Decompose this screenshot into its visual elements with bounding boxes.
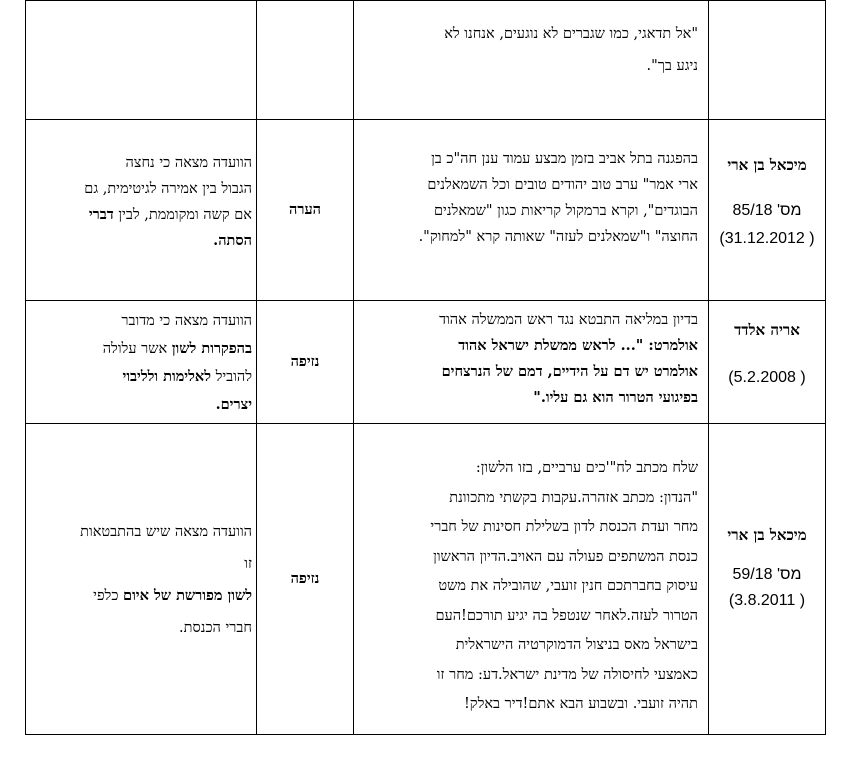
summary-line <box>32 580 252 612</box>
summary-line: הוועדה מצאה כי נחצה <box>125 155 252 171</box>
quote-line: ניגע בך". <box>646 58 698 74</box>
quote-line: כאמצעי לחיסולה של מדינת ישראל.דע: מחר זו <box>436 666 698 683</box>
summary-emphasis: בהפקרות לשון <box>171 340 252 357</box>
decision-number: מס' 85/18 <box>732 202 802 219</box>
summary-emphasis: לשון מפורשת של איום <box>123 587 252 604</box>
summary-text: כלפי <box>93 588 124 604</box>
summary-text: אשר עלולה <box>102 341 172 357</box>
summary-line <box>32 202 252 228</box>
table-row <box>26 301 826 424</box>
quote-cell <box>354 120 709 301</box>
verdict-cell <box>257 1 354 120</box>
quote-cell <box>354 301 709 424</box>
table-row <box>26 424 826 735</box>
summary-emphasis: הסתה. <box>213 232 252 249</box>
speaker-cell <box>709 301 826 424</box>
speaker-name: מיכאל בן ארי <box>727 526 807 544</box>
quote-line: תהיה זועבי. ובשבוע הבא אתם!דיר באלק! <box>463 696 698 712</box>
verdict-cell <box>257 301 354 424</box>
quote-line: בדיון במליאה התבטא נגד ראש הממשלה אהוד <box>439 312 698 328</box>
quote-cell <box>354 1 709 120</box>
summary-line: חברי הכנסת. <box>179 620 252 636</box>
speaker-cell <box>709 120 826 301</box>
quote-line: הבוגדים", וקרא ברמקול קריאות כגון "שמאלנים <box>433 203 698 219</box>
quote-line: מחר ועדת הכנסת לדון בשלילת חסינות של חברי <box>430 519 698 535</box>
decision-number: מס' 59/18 <box>732 566 802 583</box>
quote-line: בפיגועי הטרור הוא גם עליו." <box>533 389 698 406</box>
summary-text: אם קשה ומקוממת, לבין <box>113 207 252 223</box>
summary-cell <box>26 301 257 424</box>
summary-line: הגבול בין אמירה לגיטימית, גם <box>84 181 252 197</box>
quote-line: אולמרט יש דם על הידיים, דמם של הנרצחים <box>441 363 698 380</box>
summary-line <box>32 335 252 363</box>
rulings-table <box>25 0 826 735</box>
summary-cell <box>26 120 257 301</box>
summary-text: להוביל <box>210 369 252 385</box>
quote-line: אולמרט: "... לראש ממשלת ישראל אהוד <box>458 337 698 354</box>
speaker-name: אריה אלדד <box>734 321 800 339</box>
summary-line: הוועדה מצאה שיש בהתבטאות <box>80 524 252 540</box>
speaker-cell <box>709 1 826 120</box>
table-row <box>26 1 826 120</box>
verdict-label: נזיפה <box>290 570 320 587</box>
quote-line: "אל תדאגי, כמו שגברים לא נוגעים, אנחנו לא <box>444 26 698 42</box>
summary-line <box>32 363 252 391</box>
summary-cell <box>26 1 257 120</box>
decision-date: (5.2.2008 ) <box>728 369 806 386</box>
quote-line: כנסת המשתפים פעולה עם האויב.הדיון הראשון <box>433 548 698 565</box>
summary-emphasis: לאלימות ולליבוי <box>122 368 211 385</box>
quote-line: החוצה" ו"שמאלנים לעזה" שאותה קרא "למחוק". <box>418 229 698 245</box>
decision-date: (31.12.2012 ) <box>719 230 815 247</box>
decision-date: (3.8.2011 ) <box>728 592 806 609</box>
quote-line: עיסוק בחברתכם חנין זועבי, שהובילה את משט <box>438 578 698 594</box>
quote-line: בישראל מאס בניצול הדמוקרטיה הישראלית <box>455 637 698 653</box>
speaker-cell <box>709 424 826 735</box>
table-row <box>26 120 826 301</box>
summary-emphasis: דברי <box>88 206 114 223</box>
verdict-cell <box>257 424 354 735</box>
verdict-label: הערה <box>288 201 321 218</box>
quote-line: ארי אמר" ערב טוב יהודים טובים וכל השמאלנים <box>427 177 698 193</box>
verdict-label: נזיפה <box>290 353 320 370</box>
quote-line: שלח מכתב לח"'כים ערביים, בזו הלשון: <box>475 460 698 476</box>
verdict-cell <box>257 120 354 301</box>
summary-line: הוועדה מצאה כי מדובר <box>121 313 252 329</box>
summary-line: זו <box>244 556 252 572</box>
speaker-name: מיכאל בן ארי <box>727 156 807 174</box>
quote-line: "הנדון: מכתב אזהרה.עקבות בקשתי מתכוונת <box>449 489 698 506</box>
quote-cell <box>354 424 709 735</box>
summary-cell <box>26 424 257 735</box>
quote-line: הטרור לעזה.לאחר שנטפל בה יגיע תורכם!העם <box>435 607 698 624</box>
quote-line: בהפגנה בתל אביב בזמן מבצע עמוד ענן חה"כ בן <box>431 151 698 167</box>
summary-emphasis: יצרים. <box>215 396 252 413</box>
